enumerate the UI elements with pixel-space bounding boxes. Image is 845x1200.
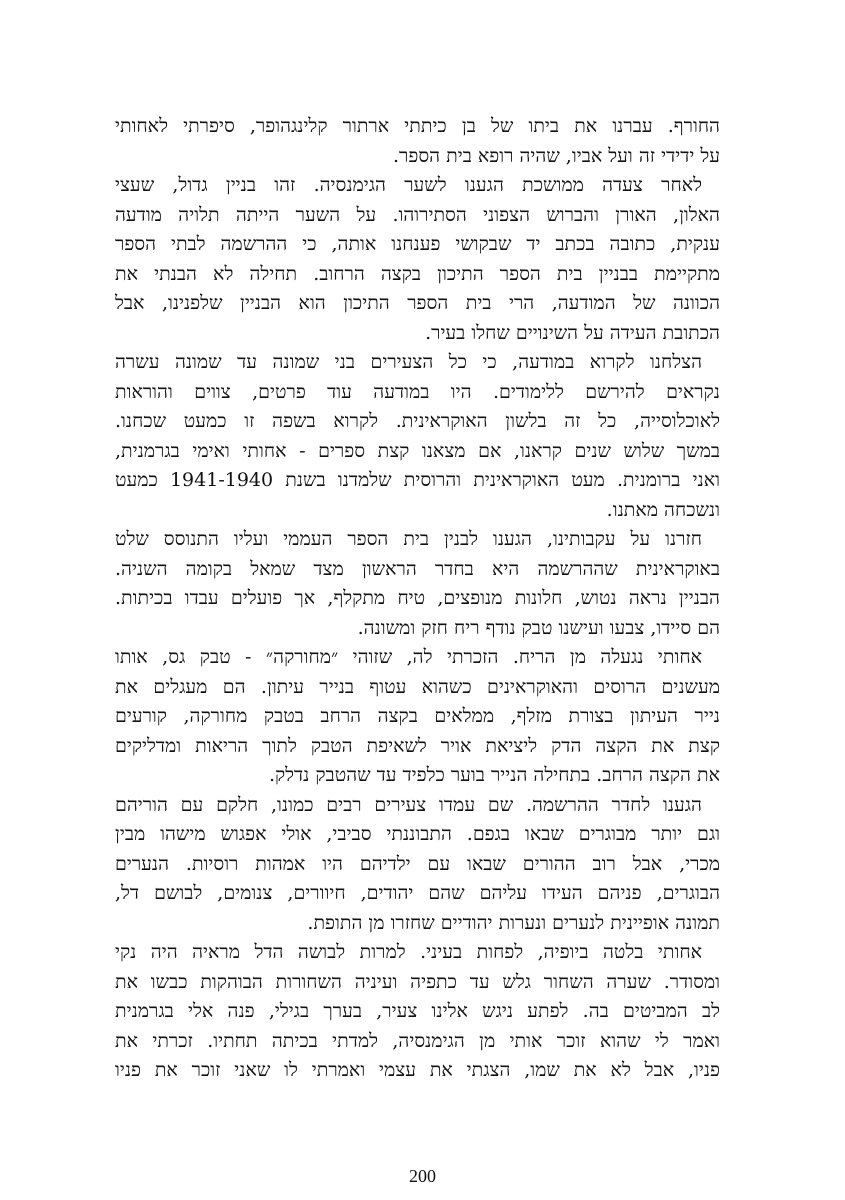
paragraph — [115, 112, 720, 171]
text-line: מעשנים הרוסים והאוקראינים כשהוא עטוף בנייר עיתון. הם מעגלים את — [115, 675, 720, 698]
text-line: ענקית, כתובה בכתב יד שבקושי פענחנו אותה, כי ההרשמה לבתי הספר — [115, 233, 720, 255]
text-line: ומסודר. שערה השחור גלש עד כתפיה ועיניה השחורות הבוהקות כבשו את — [115, 970, 720, 993]
text-line: נקראים להירשם ללימודים. היו במודעה עוד פרטים, צווים והוראות — [115, 380, 720, 403]
text-line: אחותי נגעלה מן הריח. הזכרתי לה, שזוהי ״מחורקה״ - טבק גס, אותו — [115, 646, 702, 668]
text-line: קצת את הקצה הדק ליציאת אויר לשאיפת הטבק לתוך הריאות ומדליקים — [115, 734, 720, 757]
text-line: באוקראינית שההרשמה היא בחדר הראשון מצד שמאל בקומה השניה. — [115, 557, 720, 580]
text-line: הכוונה של המודעה, הרי בית הספר התיכון הוא הבניין שלפנינו, אבל — [115, 292, 720, 314]
text-line: הצלחנו לקרוא במודעה, כי כל הצעירים בני שמונה עד שמונה עשרה — [115, 351, 702, 373]
text-line: מתקיימת בבניין בית הספר התיכון בקצה הרחוב. תחילה לא הבנתי את — [115, 262, 720, 285]
paragraph — [115, 938, 720, 1086]
text-line: וגם יותר מבוגרים שבאו בגפם. התבוננתי סביבי, אולי אפגוש מישהו מבין — [115, 823, 720, 845]
text-line: במשך שלוש שנים קראנו, אם מצאנו קצת ספרים - אחותי ואימי בגרמנית, — [115, 439, 720, 462]
text-line: האלון, האורן והברוש הצפוני הסתירוהו. על השער הייתה תלויה מודעה — [115, 203, 720, 226]
text-line: פניו, אבל לא את שמו, הצגתי את עצמי ואמרתי לו שאני זוכר את פניו — [115, 1059, 720, 1081]
text-line: לאחר צעדה ממושכת הגענו לשער הגימנסיה. זהו בניין גדול, שעצי — [115, 174, 702, 196]
text-line: ואמר לי שהוא זוכר אותי מן הגימנסיה, למדתי בכיתה תחתיו. זכרתי את — [115, 1029, 720, 1052]
text-line: ואני ברומנית. מעט האוקראינית והרוסית שלמדנו בשנת 1941-1940 כמעט — [115, 469, 720, 491]
text-line: מכרי, אבל רוב ההורים שבאו עם ילדיהם היו אמהות רוסיות. הנערים — [115, 852, 720, 875]
text-line: הבוגרים, פניהם העידו עליהם שהם יהודים, חיוורים, צנומים, לבושם דל, — [115, 882, 720, 904]
text-line: את הקצה הרחב. בתחילה הנייר בוער כלפיד עד שהטבק נדלק. — [268, 764, 720, 786]
paragraph — [115, 525, 720, 643]
text-line: הבניין נראה נטוש, חלונות מנופצים, טיח מתקלף, אך פועלים עבדו בכיתות. — [115, 587, 720, 609]
text-line: נייר העיתון בצורת מזלף, ממלאים בקצה הרחב בטבק מחורקה, קורעים — [115, 705, 720, 727]
text-line: הם סיידו, צבעו ועישנו טבק נודף ריח חזק ומשונה. — [357, 616, 720, 639]
page-number: 200 — [409, 1166, 436, 1186]
text-line: הכתובת העידה על השינויים שחלו בעיר. — [425, 321, 720, 344]
text-line: אחותי בלטה ביופיה, לפחות בעיני. למרות לבושה הדל מראיה היה נקי — [115, 941, 702, 963]
text-line: תמונה אופיינית לנערים ונערות יהודיים שחזרו מן התופת. — [307, 911, 720, 934]
text-line: ונשכחה מאתנו. — [606, 498, 720, 521]
paragraph — [115, 348, 720, 525]
paragraph — [115, 171, 720, 348]
text-line: חזרנו על עקבותינו, הגענו לבנין בית הספר העממי ועליו התנוסס שלט — [115, 528, 702, 550]
text-line: לאוכלוסייה, כל זה בלשון האוקראינית. לקרוא בשפה זו כמעט שכחנו. — [115, 410, 720, 432]
text-line: הגענו לחדר ההרשמה. שם עמדו צעירים רבים כמונו, חלקם עם הוריהם — [115, 793, 702, 816]
text-line: על ידידי זה ועל אביו, שהיה רופא בית הספר. — [393, 144, 720, 167]
text-line: לב המביטים בה. לפתע ניגש אלינו צעיר, בערך בגילי, פנה אלי בגרמנית — [115, 1000, 720, 1022]
body-text — [115, 112, 720, 1086]
paragraph — [115, 791, 720, 939]
text-line: החורף. עברנו את ביתו של בן כיתתי ארתור קלינגהופר, סיפרתי לאחותי — [115, 115, 720, 137]
paragraph — [115, 643, 720, 791]
